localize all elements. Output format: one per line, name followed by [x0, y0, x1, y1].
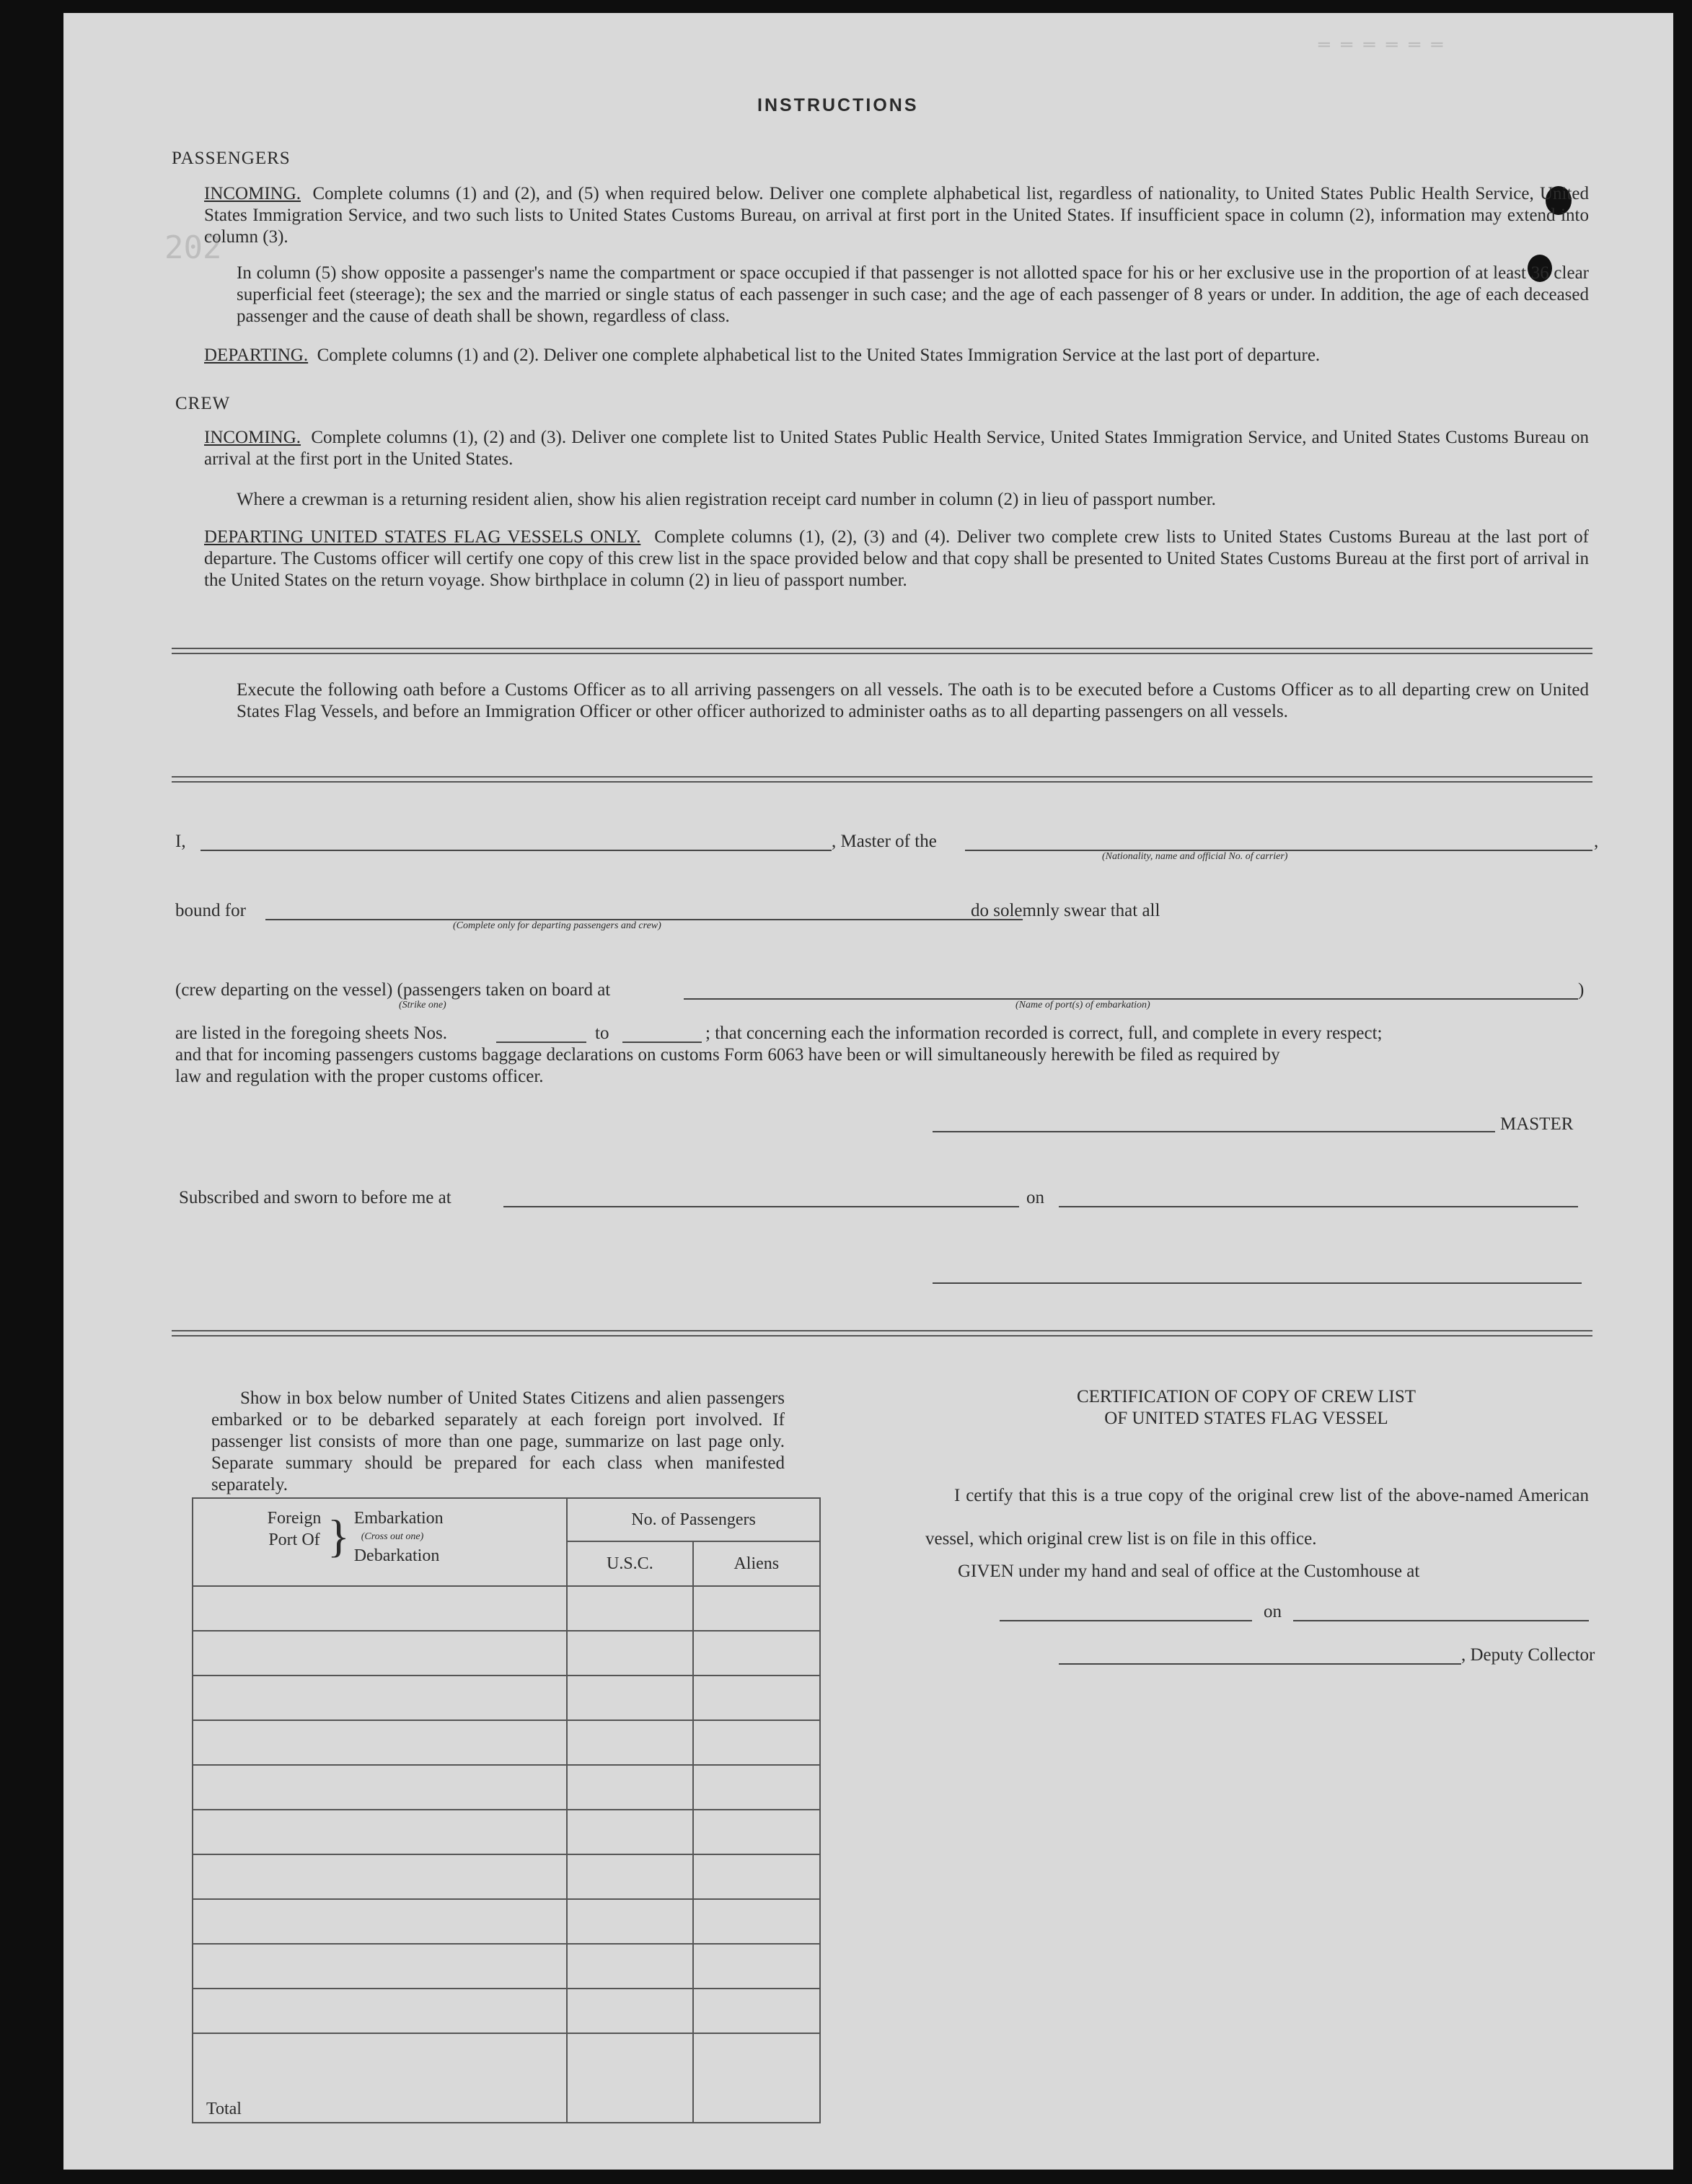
- port-cell[interactable]: [193, 1586, 567, 1631]
- oath-listed-a: are listed in the foregoing sheets Nos.: [175, 1023, 447, 1043]
- customhouse-field[interactable]: [1000, 1620, 1252, 1621]
- passengers-departing-text: Complete columns (1) and (2). Deliver one complete alphabetical list to the United States Immigration Service at the last port of departure.: [317, 345, 1321, 365]
- carrier-hint: (Nationality, name and official No. of carrier): [1102, 851, 1288, 862]
- aliens-cell[interactable]: [693, 1810, 820, 1854]
- usc-cell[interactable]: [567, 1854, 692, 1899]
- oath-crew-departing: (crew departing on the vessel) (passengers taken on board at: [175, 980, 611, 1000]
- aliens-cell[interactable]: [693, 1899, 820, 1944]
- crew-departing-text: Complete columns (1), (2), (3) and (4). Deliver two complete crew lists to United States Customs Bureau at the last port of departure. The Customs officer will certify one copy of this crew list in the space provided below and that copy shall be presented to United States Customs Bureau at the first port of arrival in the United States on the return voyage. Show birthplace in column (2) in lieu of passport number.: [204, 527, 1589, 590]
- no-of-passengers-header: No. of Passengers: [567, 1498, 820, 1541]
- sworn-place-field[interactable]: [503, 1206, 1019, 1207]
- port-cell[interactable]: [193, 1854, 567, 1899]
- oath-close-paren: ): [1578, 980, 1585, 1000]
- usc-cell[interactable]: [567, 1676, 692, 1720]
- aliens-cell[interactable]: [693, 1944, 820, 1989]
- bleed-through: 202: [164, 229, 222, 266]
- certification-heading-1: CERTIFICATION OF COPY OF CREW LIST: [1076, 1387, 1416, 1406]
- certification-given: GIVEN under my hand and seal of office at the Customhouse at: [958, 1562, 1420, 1581]
- crew-incoming-label: INCOMING.: [204, 428, 301, 447]
- oath-i: I,: [175, 832, 186, 851]
- deputy-signature-field[interactable]: [1059, 1663, 1461, 1665]
- oath-master: MASTER: [1500, 1114, 1574, 1134]
- crew-incoming: [204, 427, 1589, 470]
- oath-intro: Execute the following oath before a Customs Officer as to all arriving passengers on all vessels. The oath is to be executed before a Customs Officer as to all departing crew on United States Flag Vessels, and before an Immigration Officer or other officer authorized to administer oaths as to all departing passengers on all vessels.: [237, 680, 1589, 721]
- sheet-from-field[interactable]: [496, 1042, 586, 1043]
- passengers-departing: [204, 345, 1589, 366]
- port-cell[interactable]: [193, 1765, 567, 1810]
- oath-comma: ,: [1594, 832, 1599, 851]
- oath-bound-for: bound for: [175, 901, 246, 920]
- aliens-cell[interactable]: [693, 1989, 820, 2033]
- aliens-cell[interactable]: [693, 1676, 820, 1720]
- embark-hint: (Name of port(s) of embarkation): [1015, 1000, 1150, 1010]
- crew-heading: CREW: [175, 394, 231, 413]
- usc-cell[interactable]: [567, 1810, 692, 1854]
- port-cell[interactable]: [193, 1631, 567, 1676]
- sheet-to-field[interactable]: [622, 1042, 702, 1043]
- oath-listed-b: ; that concerning each the information recorded is correct, full, and complete in every respect;: [705, 1023, 1383, 1043]
- aliens-cell[interactable]: [693, 1720, 820, 1765]
- port-cell[interactable]: [193, 1899, 567, 1944]
- port-header-cell: [193, 1498, 567, 1586]
- aliens-cell[interactable]: [693, 1765, 820, 1810]
- oath-listed-c: and that for incoming passengers customs baggage declarations on customs Form 6063 have been or will simultaneously herewith be filed as required by: [175, 1045, 1280, 1065]
- usc-cell[interactable]: [567, 1944, 692, 1989]
- section-divider: [172, 776, 1592, 783]
- oath-master-of-the: , Master of the: [832, 832, 937, 851]
- oath-listed-d: law and regulation with the proper customs officer.: [175, 1067, 544, 1086]
- oath-subscribed: Subscribed and sworn to before me at: [179, 1188, 451, 1207]
- oath-swear: do solemnly swear that all: [971, 901, 1160, 920]
- page-title: INSTRUCTIONS: [757, 95, 919, 115]
- usc-cell[interactable]: [567, 1765, 692, 1810]
- section-divider: [172, 648, 1592, 654]
- aliens-cell[interactable]: [693, 1854, 820, 1899]
- crew-departing: [204, 527, 1589, 591]
- usc-header: U.S.C.: [567, 1541, 692, 1586]
- port-cell[interactable]: [193, 1989, 567, 2033]
- passengers-column5: In column (5) show opposite a passenger's name the compartment or space occupied if that passenger is not allotted space for his or her exclusive use in the proportion of at least 36 clear superficial feet (steerage); the sex and the married or single status of each passenger in such case; and the age of each passenger of 8 years or under. In addition, the age of each deceased passenger and the cause of death shall be shown, regardless of class.: [237, 263, 1589, 326]
- usc-cell[interactable]: [567, 1631, 692, 1676]
- port-cell[interactable]: [193, 1944, 567, 1989]
- usc-cell[interactable]: [567, 1586, 692, 1631]
- certification-deputy: , Deputy Collector: [1461, 1645, 1595, 1665]
- aliens-cell[interactable]: [693, 1631, 820, 1676]
- certification-heading-2: OF UNITED STATES FLAG VESSEL: [1104, 1409, 1388, 1428]
- crew-incoming-text: Complete columns (1), (2) and (3). Deliver one complete list to United States Public Health Service, United States Immigration Service, and United States Customs Bureau on arrival at the first port in the United States.: [204, 428, 1589, 469]
- crew-departing-label: DEPARTING UNITED STATES FLAG VESSELS ONLY.: [204, 527, 641, 547]
- bound-hint: (Complete only for departing passengers and crew): [453, 920, 661, 931]
- foreign-port-of-label: Foreign Port Of: [267, 1509, 322, 1549]
- bleed-through: ═ ═ ═ ═ ═ ═: [1318, 35, 1443, 56]
- cross-out-hint: (Cross out one): [361, 1531, 424, 1542]
- passengers-incoming: [204, 183, 1589, 248]
- crew-resident: Where a crewman is a returning resident alien, show his alien registration receipt card number in column (2) in lieu of passport number.: [237, 490, 1216, 509]
- section-divider: [172, 1330, 1592, 1337]
- strike-one-hint: (Strike one): [399, 1000, 446, 1010]
- passengers-heading: PASSENGERS: [172, 149, 291, 168]
- aliens-cell[interactable]: [693, 1586, 820, 1631]
- embark-debark-labels: [354, 1507, 444, 1565]
- embarkation-label: Embarkation: [353, 1509, 444, 1528]
- port-cell[interactable]: [193, 1810, 567, 1854]
- usc-total-cell[interactable]: [567, 2033, 692, 2123]
- usc-cell[interactable]: [567, 1720, 692, 1765]
- sworn-date-field[interactable]: [1059, 1206, 1578, 1207]
- master-name-field[interactable]: [201, 850, 832, 851]
- officer-signature-field[interactable]: [933, 1282, 1582, 1284]
- total-label: Total: [193, 2033, 567, 2123]
- usc-cell[interactable]: [567, 1899, 692, 1944]
- port-cell[interactable]: [193, 1720, 567, 1765]
- aliens-total-cell[interactable]: [693, 2033, 820, 2123]
- aliens-header: Aliens: [693, 1541, 820, 1586]
- oath-on: on: [1026, 1188, 1044, 1207]
- document-page: [63, 13, 1673, 2170]
- certification-text: I certify that this is a true copy of the original crew list of the above-named American vessel, which original crew list is on file in this office.: [925, 1486, 1589, 1549]
- master-signature-field[interactable]: [933, 1131, 1495, 1132]
- passenger-summary-table: [192, 1497, 821, 2123]
- debarkation-label: Debarkation: [353, 1546, 440, 1565]
- oath-listed-to: to: [595, 1023, 609, 1043]
- port-cell[interactable]: [193, 1676, 567, 1720]
- passengers-departing-label: DEPARTING.: [204, 345, 309, 365]
- passengers-incoming-text: Complete columns (1) and (2), and (5) when required below. Deliver one complete alphabetical list, regardless of nationality, to United States Public Health Service, United States Immigration Service, and two such lists to United States Customs Bureau, on arrival at first port in the United States. If insufficient space in column (2), information may extend into column (3).: [204, 184, 1590, 247]
- summary-note: Show in box below number of United States Citizens and alien passengers embarked or to be debarked separately at each foreign port involved. If passenger list consists of more than one page, summarize on last page only. Separate summary should be prepared for each class when manifested separately.: [211, 1388, 785, 1494]
- passengers-incoming-label: INCOMING.: [204, 184, 301, 203]
- brace-glyph: }: [327, 1510, 350, 1562]
- certification-date-field[interactable]: [1293, 1620, 1589, 1621]
- certification-on: on: [1264, 1602, 1282, 1621]
- usc-cell[interactable]: [567, 1989, 692, 2033]
